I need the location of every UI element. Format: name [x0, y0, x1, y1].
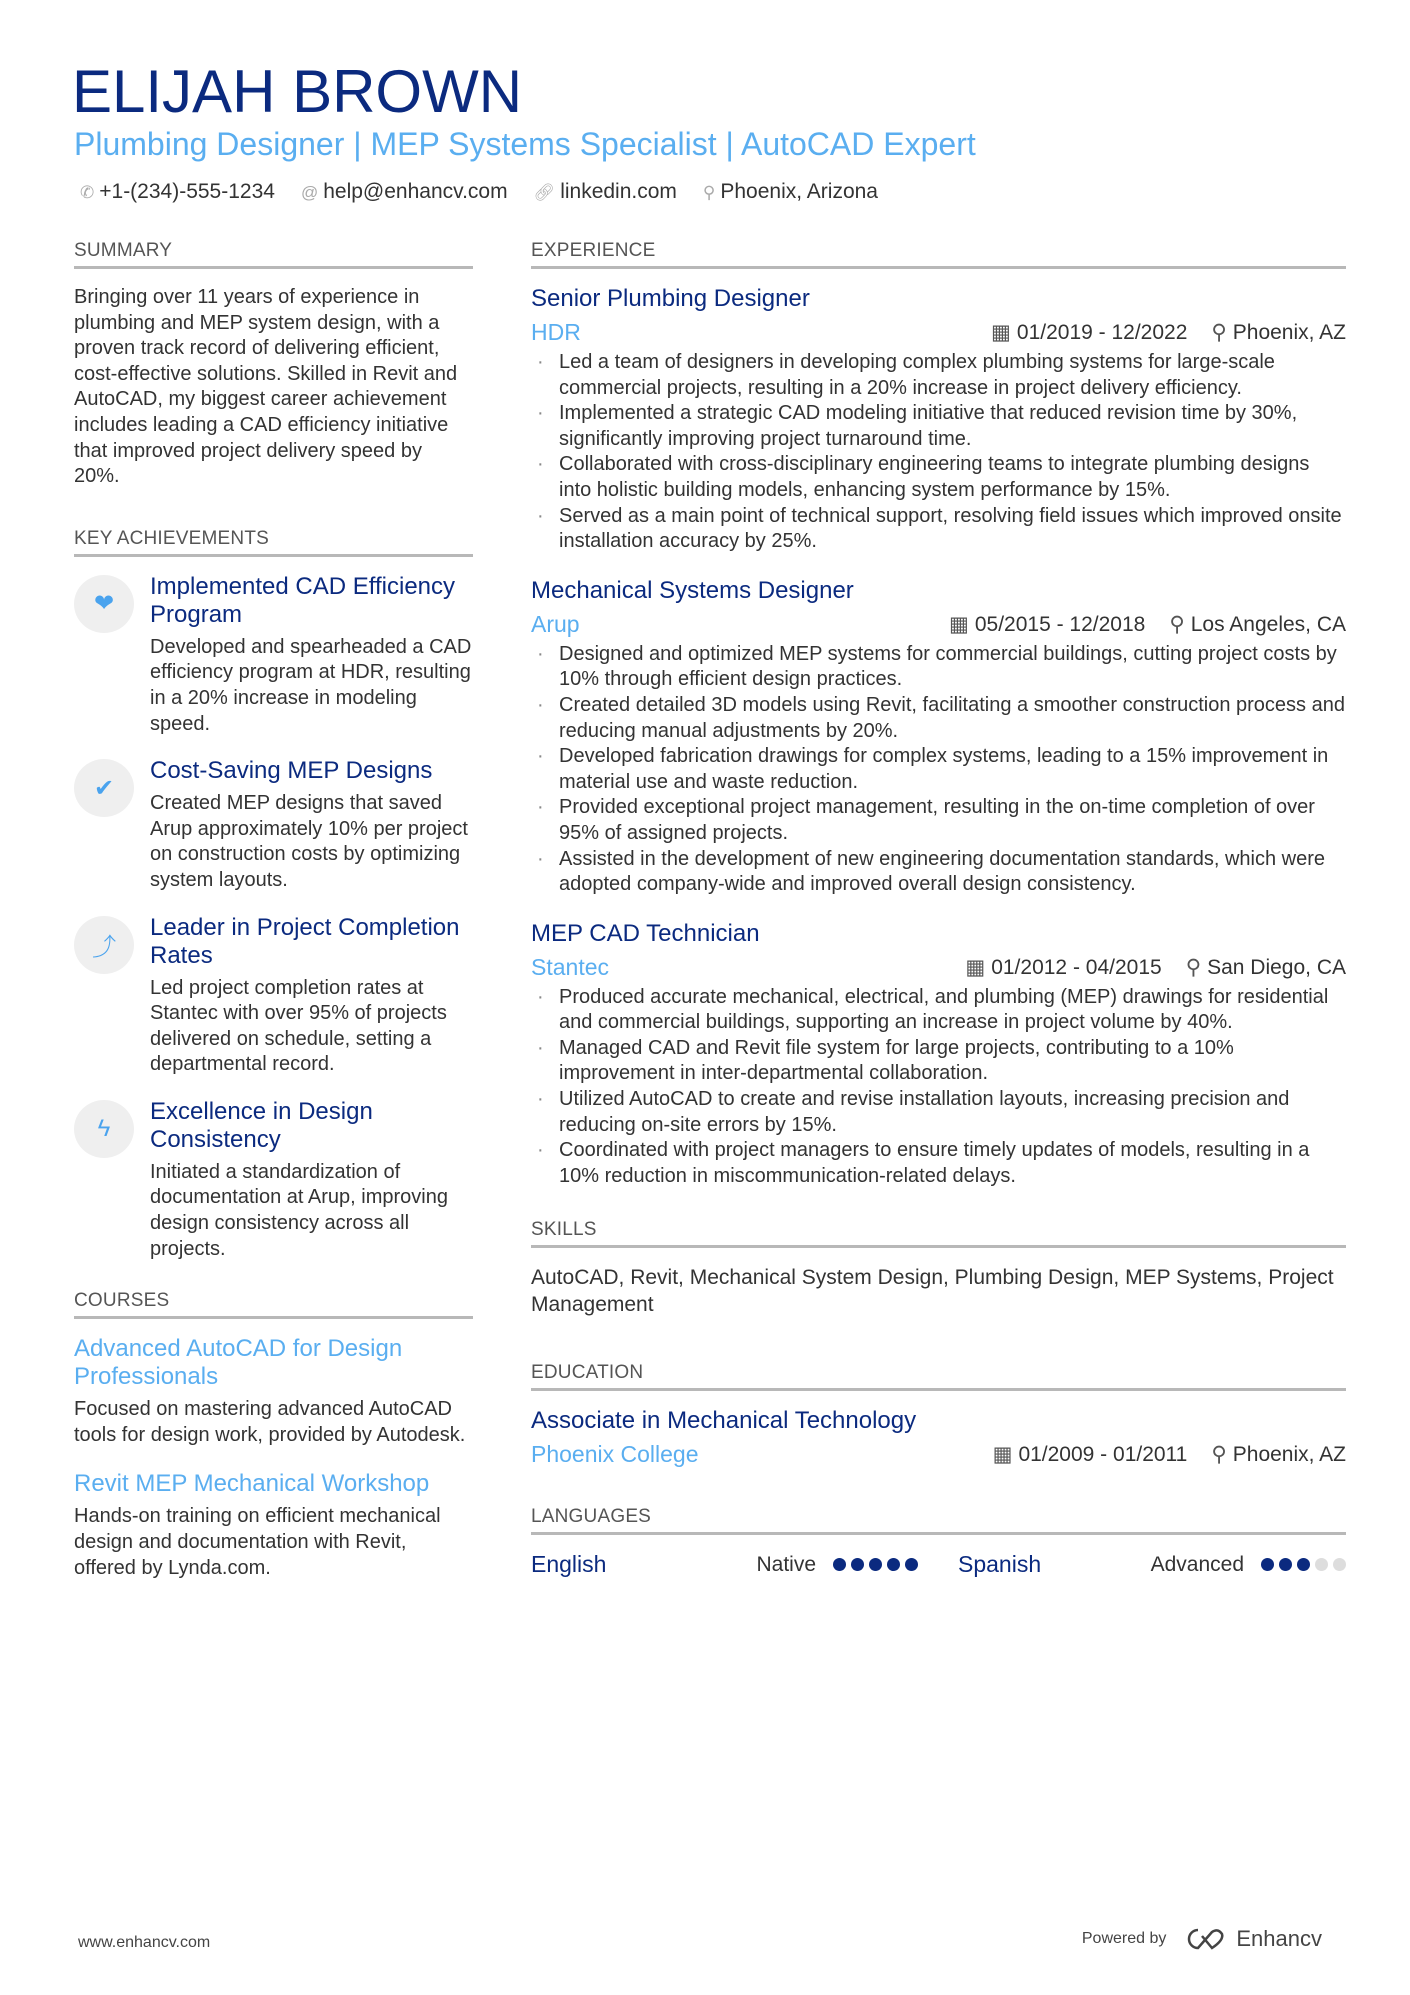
job-bullet: · Created detailed 3D models using Revit, facilitating a smoother construction process and reducing manual adjustments by 20%. — [531, 693, 1346, 744]
course-text: Focused on mastering advanced AutoCAD tools for design work, provided by Autodesk. — [74, 1398, 466, 1446]
rating-dot — [1261, 1558, 1274, 1571]
language-level: Advanced — [1150, 1552, 1244, 1576]
link-text: linkedin.com — [560, 180, 677, 203]
job-company: HDR — [531, 319, 581, 345]
job-bullet: · Utilized AutoCAD to create and revise installation layouts, increasing precision and reducing on-site errors by 15%. — [531, 1087, 1346, 1138]
job-company: Arup — [531, 610, 580, 637]
contact-location — [703, 180, 878, 204]
job-location: Phoenix, AZ — [1232, 321, 1346, 344]
language-name: English — [531, 1551, 607, 1578]
achievement-item — [74, 914, 473, 1078]
achievement-item — [74, 1098, 473, 1262]
achievement-title: Implemented CAD Efficiency Program — [150, 572, 456, 628]
job-bullet: · Assisted in the development of new engineering documentation standards, which were adopted company-wide and improved overall design consistency. — [531, 847, 1346, 898]
achievement-item — [74, 757, 473, 893]
rating-dot — [833, 1558, 846, 1571]
location-pin-icon: ⚲ — [1185, 955, 1202, 979]
course-title: Revit MEP Mechanical Workshop — [74, 1470, 430, 1498]
skills-text: AutoCAD, Revit, Mechanical System Design, Plumbing Design, MEP Systems, Project Management — [531, 1266, 1334, 1317]
contact-row — [80, 180, 878, 204]
enhancv-logo — [1182, 1926, 1322, 1952]
skills-heading: SKILLS — [531, 1219, 1346, 1248]
rating-dot — [1279, 1558, 1292, 1571]
contact-email[interactable] — [301, 180, 508, 204]
email-text: help@enhancv.com — [323, 180, 508, 203]
footer-site[interactable]: www.enhancv.com — [78, 1934, 211, 1951]
location-pin-icon: ⚲ — [1211, 321, 1227, 344]
job-meta — [531, 954, 1346, 981]
job-location: Los Angeles, CA — [1190, 612, 1346, 636]
language-rating — [1256, 1553, 1346, 1577]
calendar-icon: ▦ — [965, 955, 986, 979]
phone-text: +1-(234)-555-1234 — [99, 180, 275, 203]
language-level: Native — [756, 1552, 816, 1576]
achievements-heading: KEY ACHIEVEMENTS — [74, 528, 473, 557]
job-bullet: · Developed fabrication drawings for complex systems, leading to a 15% improvement in material use and waste reduction. — [531, 744, 1346, 795]
calendar-icon: ▦ — [949, 612, 969, 636]
achievement-text: Led project completion rates at Stantec with over 95% of projects delivered on schedule, setting a departmental record. — [150, 976, 447, 1076]
languages-list — [531, 1551, 1346, 1578]
education-degree: Associate in Mechanical Technology — [531, 1407, 917, 1435]
education-dates: 01/2009 - 01/2011 — [1018, 1443, 1188, 1467]
contact-phone — [80, 180, 275, 204]
enhancv-logo-icon — [1182, 1926, 1226, 1952]
powered-by-text: Powered by — [1081, 1930, 1167, 1947]
job-bullet: · Served as a main point of technical support, resolving field issues which improved onsite installation accuracy by 25%. — [531, 504, 1346, 555]
check-icon: ✔ — [74, 759, 134, 817]
job-meta — [531, 611, 1346, 638]
job-bullet: · Provided exceptional project management, resulting in the on-time completion of over 95% of assigned projects. — [531, 795, 1346, 846]
job-bullet: · Coordinated with project managers to ensure timely updates of models, resulting in a 10% reduction in miscommunication-related delays. — [531, 1138, 1346, 1189]
rating-dot — [869, 1558, 882, 1571]
strategy-icon: ⤴ — [74, 916, 134, 974]
rating-dot — [1315, 1558, 1328, 1571]
job-meta — [531, 319, 1346, 346]
location-pin-icon: ⚲ — [1211, 1443, 1227, 1467]
achievement-title: Cost-Saving MEP Designs — [150, 757, 433, 785]
course-text: Hands-on training on efficient mechanical design and documentation with Revit, offered by Lynda.com. — [74, 1505, 441, 1579]
education-location: Phoenix, AZ — [1232, 1443, 1346, 1467]
job-title: Mechanical Systems Designer — [531, 576, 854, 604]
job-title: Senior Plumbing Designer — [531, 285, 810, 312]
left-column — [74, 240, 473, 1603]
calendar-icon: ▦ — [991, 321, 1011, 344]
achievements-list — [74, 573, 473, 1263]
summary-text: Bringing over 11 years of experience in plumbing and MEP system design, with a proven track record of delivering efficient, cost-effective solutions. Skilled in Revit and AutoCAD, my biggest career achievement includes leading a CAD efficiency initiative that improved project delivery speed by 20%. — [74, 286, 458, 488]
location-pin-icon: ⚲ — [702, 183, 716, 202]
education-entry — [531, 1407, 1346, 1468]
education-meta-right — [993, 1442, 1346, 1467]
job-title: MEP CAD Technician — [531, 919, 760, 947]
footer-brand — [1082, 1926, 1322, 1952]
experience-list — [531, 285, 1346, 1189]
education-meta — [531, 1441, 1346, 1468]
achievement-title: Excellence in Design Consistency — [150, 1097, 373, 1153]
job-meta-right — [965, 955, 1346, 980]
contact-link[interactable] — [534, 180, 677, 204]
courses-list — [74, 1335, 473, 1581]
job-bullet: · Designed and optimized MEP systems for commercial buildings, cutting project costs by 10% through efficient design practices. — [531, 642, 1346, 693]
experience-heading: EXPERIENCE — [531, 240, 1346, 269]
job-company: Stantec — [531, 953, 609, 980]
job-bullet: · Managed CAD and Revit file system for large projects, contributing to a 10% improvement in inter-departmental collaboration. — [531, 1036, 1346, 1087]
achievement-text: Initiated a standardization of documentation at Arup, improving design consistency across all projects. — [150, 1160, 448, 1260]
job-entry — [531, 920, 1346, 1190]
courses-heading: COURSES — [74, 1290, 473, 1319]
heart-icon: ❤ — [74, 575, 134, 633]
achievement-text: Developed and spearheaded a CAD efficiency program at HDR, resulting in a 20% increase in modeling speed. — [150, 635, 472, 735]
job-dates: 01/2019 - 12/2022 — [1016, 321, 1188, 344]
job-bullet: · Led a team of designers in developing complex plumbing systems for large-scale commercial projects, resulting in a 20% increase in project delivery efficiency. — [531, 350, 1346, 401]
job-dates: 05/2015 - 12/2018 — [974, 612, 1146, 636]
language-name: Spanish — [958, 1551, 1042, 1578]
location-text: Phoenix, Arizona — [720, 180, 878, 203]
achievement-title: Leader in Project Completion Rates — [150, 913, 460, 969]
achievement-text: Created MEP designs that saved Arup approximately 10% per project on construction costs by optimizing system layouts. — [150, 792, 468, 891]
bolt-icon: ϟ — [74, 1100, 134, 1158]
job-entry — [531, 577, 1346, 898]
right-column — [531, 240, 1346, 1578]
job-bullet: · Collaborated with cross-disciplinary engineering teams to integrate plumbing designs into holistic building models, enhancing system performance by 15%. — [531, 452, 1346, 503]
education-heading: EDUCATION — [531, 1362, 1346, 1391]
phone-icon: ✆ — [80, 183, 95, 202]
job-dates: 01/2012 - 04/2015 — [991, 955, 1162, 979]
rating-dot — [887, 1558, 900, 1571]
language-item — [958, 1551, 1346, 1578]
at-icon: @ — [300, 183, 319, 202]
candidate-name: ELIJAH BROWN — [72, 58, 523, 125]
language-rating — [828, 1553, 918, 1577]
achievement-item — [74, 573, 473, 737]
job-bullets — [531, 985, 1346, 1190]
education-school: Phoenix College — [531, 1441, 699, 1468]
job-bullet: · Implemented a strategic CAD modeling initiative that reduced revision time by 30%, significantly improving project turnaround time. — [531, 401, 1346, 452]
candidate-title: Plumbing Designer | MEP Systems Specialist | AutoCAD Expert — [74, 126, 976, 162]
job-location: San Diego, CA — [1207, 955, 1346, 979]
calendar-icon: ▦ — [992, 1443, 1013, 1467]
job-bullets — [531, 642, 1346, 898]
job-entry — [531, 285, 1346, 555]
rating-dot — [905, 1558, 918, 1571]
rating-dot — [851, 1558, 864, 1571]
languages-heading: LANGUAGES — [531, 1506, 1346, 1535]
course-item — [74, 1335, 473, 1448]
course-title: Advanced AutoCAD for Design Professionals — [74, 1335, 403, 1391]
enhancv-logo-text: Enhancv — [1236, 1926, 1322, 1951]
rating-dot — [1333, 1558, 1346, 1571]
location-pin-icon: ⚲ — [1169, 612, 1185, 636]
summary-heading: SUMMARY — [74, 240, 473, 269]
job-meta-right — [991, 320, 1346, 345]
language-item — [531, 1551, 958, 1578]
course-item — [74, 1470, 473, 1581]
job-bullets — [531, 350, 1346, 555]
rating-dot — [1297, 1558, 1310, 1571]
job-meta-right — [949, 612, 1346, 637]
link-icon: 🔗︎ — [533, 183, 556, 202]
job-bullet: · Produced accurate mechanical, electrical, and plumbing (MEP) drawings for residential and commercial buildings, supporting an increase in project volume by 40%. — [531, 985, 1346, 1036]
